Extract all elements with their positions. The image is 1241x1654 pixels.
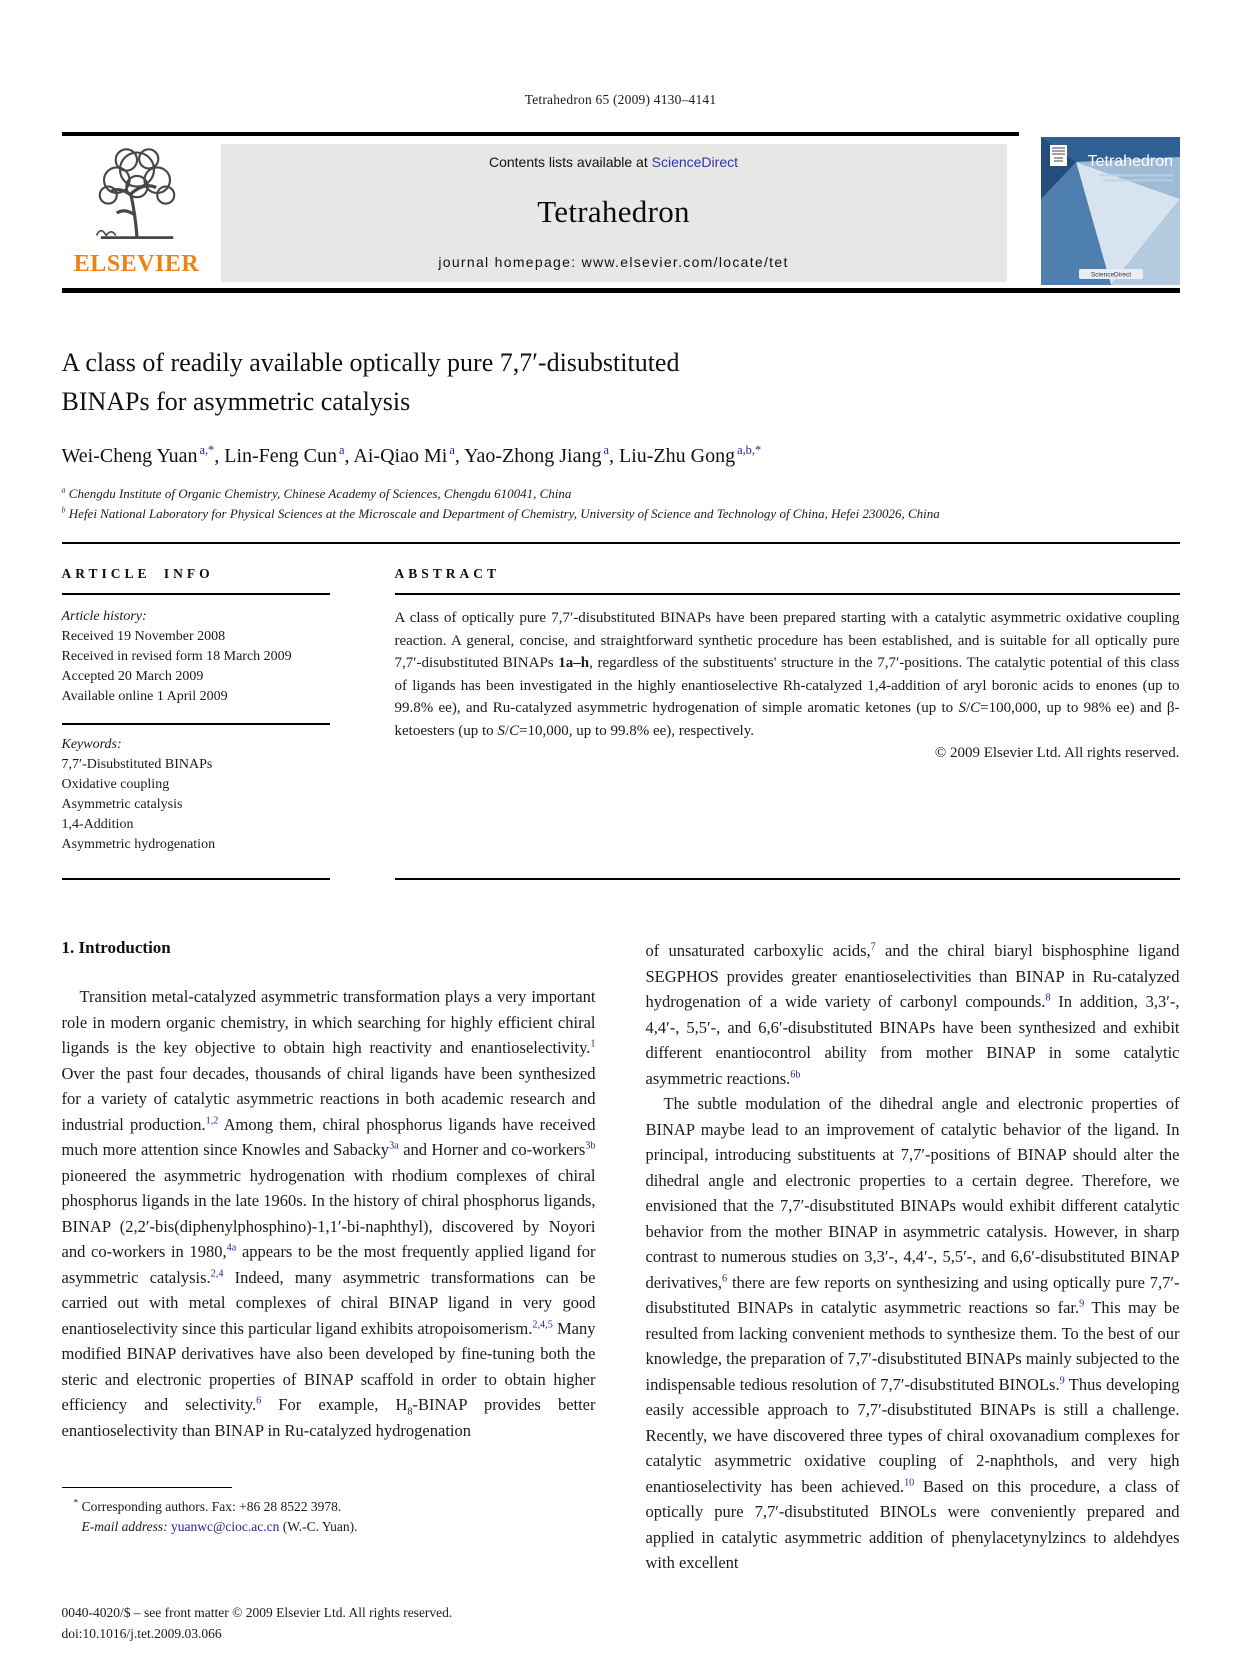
- intro-paragraph: Transition metal-catalyzed asymmetric transformation plays a very important role in modern organic chemistry, in which searching for highly efficient chiral ligands is the key objective to obtain high reactivity and enantioselectivity.$^1$ Over the past four decades, thousands of chiral ligands have been synthesized for a variety of catalytic asymmetric reactions in both academic research and industrial production.$^{1,2}$ Among them, chiral phosphorus ligands have received much more attention since Knowles and Sabacky$^{3a}$ and Horner and co-workers$^{3b}$ pioneered the asymmetric hydrogenation with rhodium complexes of chiral phosphorus ligands in the late 1960s. In the history of chiral phosphorus ligands, BINAP (2,2′-bis(diphenylphosphino)-1,1′-bi-naphthyl), discovered by Noyori and co-workers in 1980,$^{4a}$ appears to be the most frequently applied ligand for asymmetric catalysis.$^{2,4}$ Indeed, many asymmetric transformations can be carried out with metal complexes of chiral BINAP ligand in very good enantioselectivity since this particular ligand exhibits atropoisomerism.$^{2,4,5}$ Many modified BINAP derivatives have also been developed by fine-tuning both the steric and electronic properties of BINAP scaffold in order to obtain higher efficiency and selectivity.$^6$ For example, $H_8$-BINAP provides better enantioselectivity than BINAP in Ru-catalyzed hydrogenation: [61, 987, 596, 1440]
- cover-art: [1041, 137, 1180, 285]
- affiliation-b: $^b$ Hefei National Laboratory for Physical Sciences at the Microscale and Department of Chemistry, University of Science and Technology of China, Hefei 230026, China: [61, 505, 940, 521]
- text-run: S: [497, 722, 505, 739]
- reference-superscript[interactable]: a,b,*: [737, 443, 762, 458]
- keyword-item: 1,4-Addition: [61, 817, 134, 832]
- authors-line: Wei-Cheng Yuan $^{a,*}$, Lin-Feng Cun $^a$, Ai-Qiao Mi $^a$, Yao-Zhong Jiang $^a$, Liu-Zhu Gong $^{a,b,*}$: [61, 443, 762, 467]
- journal-page: [62, 0, 1180, 1644]
- history-item: Accepted 20 March 2009: [61, 669, 204, 684]
- text-run: C: [509, 722, 520, 739]
- reference-superscript[interactable]: 9: [1079, 1298, 1085, 1310]
- keywords-divider-rule: [62, 723, 330, 725]
- elsevier-tree-icon: [78, 144, 196, 244]
- keyword-item: Oxidative coupling: [61, 777, 170, 792]
- article-info-bottom-rule: [62, 878, 330, 880]
- citation-line: Tetrahedron 65 (2009) 4130–4141: [524, 92, 717, 107]
- reference-superscript[interactable]: 10: [904, 1477, 915, 1488]
- text-run: S: [958, 700, 966, 716]
- abstract-bottom-rule: [395, 878, 1180, 880]
- footnote-email: E-mail address: yuanwc@cioc.ac.cn (W.-C. Yuan).: [81, 1519, 358, 1534]
- reference-superscript[interactable]: 1: [590, 1038, 596, 1050]
- footnote-corresponding: * Corresponding authors. Fax: +86 28 8522 3978.: [73, 1498, 342, 1514]
- article-title-line-2: BINAPs for asymmetric catalysis: [61, 387, 411, 416]
- footer-doi-line: doi:10.1016/j.tet.2009.03.066: [61, 1625, 222, 1641]
- contents-prefix: Contents lists available at: [488, 154, 652, 170]
- reference-superscript[interactable]: 3b: [585, 1140, 596, 1152]
- reference-superscript[interactable]: 2,4: [210, 1268, 224, 1279]
- email-link[interactable]: yuanwc@cioc.ac.cn: [171, 1519, 280, 1534]
- keyword-item: 7,7′-Disubstituted BINAPs: [61, 757, 213, 772]
- footnote-block: [62, 1487, 596, 1537]
- text-run: E-mail address:: [81, 1519, 168, 1534]
- reference-superscript[interactable]: 7: [870, 941, 876, 953]
- article-title-line-1: A class of readily available optically pure 7,7′-disubstituted: [61, 348, 680, 377]
- article-info-heading-rule: [62, 593, 330, 595]
- history-item: Available online 1 April 2009: [61, 689, 228, 704]
- abstract-heading: ABSTRACT: [394, 566, 501, 581]
- text-run: *: [73, 1498, 79, 1509]
- reference-superscript[interactable]: a: [61, 485, 66, 495]
- reference-superscript[interactable]: b: [61, 505, 66, 515]
- text-run: 8: [407, 1406, 413, 1418]
- body-column-left: [62, 938, 596, 1576]
- body-paragraph-2: The subtle modulation of the dihedral angle and electronic properties of BINAP maybe lead to an improvement of catalytic behavior of the ligand. In principal, introducing substituents at 7,7′-positions of BINAP should alter the dihedral angle and electronic properties to a certain degree. Therefore, we envisioned that the 7,7′-disubstituted BINAPs would exhibit different catalytic behavior from the mother BINAP in asymmetric catalysis. However, in sharp contrast to numerous studies on 3,3′-, 4,4′-, 5,5′-, and 6,6′-disubstituted BINAP derivatives,$^6$ there are few reports on synthesizing and using optically pure 7,7′-disubstituted BINAPs in catalytic asymmetric reactions so far.$^9$ This may be resulted from lacking convenient methods to synthesize them. To the best of our knowledge, the preparation of 7,7′-disubstituted BINAPs mainly subjected to the indispensable tedious resolution of 7,7′-disubstituted BINOLs.$^9$ Thus developing easily accessible approach to 7,7′-disubstituted BINAPs is still a challenge. Recently, we have discovered three types of chiral oxovanadium complexes for catalytic asymmetric oxidative coupling of 2-naphthols, and very high enantioselectivity has been achieved.$^{10}$ Based on this procedure, a class of optically pure 7,7′-disubstituted BINOLs were conveniently prepared and applied in catalytic asymmetric addition of phenylacetynylzincs to aldehdyes with excellent: [645, 1094, 1180, 1572]
- section-heading-introduction: 1. Introduction: [61, 938, 171, 957]
- elsevier-logo[interactable]: [62, 144, 212, 286]
- text-run: 1a–h: [558, 655, 590, 671]
- keywords-label: Keywords:: [61, 737, 122, 752]
- title-divider-rule: [62, 542, 1180, 544]
- affiliation-a: $^a$ Chengdu Institute of Organic Chemistry, Chinese Academy of Sciences, Chengdu 610041, China: [61, 485, 572, 501]
- cover-title: Tetrahedron: [1087, 153, 1173, 170]
- header-bottom-rule: [62, 288, 1180, 293]
- reference-superscript[interactable]: a: [449, 443, 455, 458]
- reference-superscript[interactable]: 4a: [226, 1242, 237, 1254]
- info-abstract-section: [62, 566, 1180, 880]
- reference-superscript[interactable]: a,*: [199, 443, 215, 458]
- footer-issn-line: 0040-4020/$ – see front matter © 2009 Elsevier Ltd. All rights reserved.: [61, 1604, 453, 1620]
- abstract-heading-rule: [395, 593, 1180, 595]
- reference-superscript[interactable]: 9: [1059, 1375, 1065, 1386]
- abstract-column: [395, 566, 1180, 880]
- journal-cover-thumbnail[interactable]: [1041, 137, 1180, 285]
- abstract-paragraph: A class of optically pure 7,7′-disubstituted BINAPs have been prepared starting with a catalytic asymmetric oxidative coupling reaction. A general, concise, and straightforward synthetic procedure has been established, and is suitable for all optically pure 7,7′-disubstituted BINAPs 1a–h, regardless of the substituents' structure in the 7,7′-positions. The catalytic potential of this class of ligands has been investigated in the highly enantioselective Rh-catalyzed 1,4-addition of aryl boronic acids to enones (up to 99.8% ee), and Ru-catalyzed asymmetric hydrogenation of simple aromatic ketones (up to S/C=100,000, up to 98% ee) and β-ketoesters (up to S/C=10,000, up to 99.8% ee), respectively.: [394, 610, 1180, 739]
- journal-header: [62, 132, 1180, 288]
- body-column-right: [646, 938, 1180, 1576]
- cover-sciencedirect-label: ScienceDirect: [1090, 271, 1131, 279]
- history-item: Received in revised form 18 March 2009: [61, 649, 292, 664]
- contents-line: [489, 154, 738, 170]
- reference-superscript[interactable]: 6: [256, 1395, 262, 1407]
- text-run: C: [970, 700, 981, 716]
- header-gray-panel: [221, 144, 1007, 282]
- sciencedirect-link[interactable]: ScienceDirect: [651, 154, 738, 170]
- footnote-divider-rule: [62, 1487, 232, 1488]
- article-info-column: [62, 566, 330, 880]
- header-top-rule: [62, 132, 1019, 136]
- homepage-link[interactable]: journal homepage: www.elsevier.com/locate/tet: [438, 254, 789, 270]
- article-history-label: Article history:: [61, 609, 147, 624]
- reference-superscript[interactable]: 6: [722, 1273, 728, 1284]
- reference-superscript[interactable]: a: [603, 443, 609, 458]
- reference-superscript[interactable]: 2,4,5: [532, 1319, 553, 1330]
- article-info-heading: ARTICLE INFO: [61, 566, 214, 581]
- keyword-item: Asymmetric hydrogenation: [61, 837, 216, 852]
- journal-title: Tetrahedron: [537, 194, 690, 229]
- body-text-columns: [62, 938, 1180, 1576]
- affiliations: [62, 484, 1180, 524]
- reference-superscript[interactable]: a: [339, 443, 345, 458]
- reference-superscript[interactable]: 6b: [790, 1069, 801, 1080]
- keyword-item: Asymmetric catalysis: [61, 797, 183, 812]
- history-item: Received 19 November 2008: [61, 629, 226, 644]
- body-paragraph-continuation: of unsaturated carboxylic acids,$^7$ and the chiral biaryl bisphosphine ligand SEGPHOS provides greater enantioselectivities than BINAP in Ru-catalyzed hydrogenation of a wide variety of carbonyl compounds.$^8$ In addition, 3,3′-, 4,4′-, 5,5′-, and 6,6′-disubstituted BINAPs have been synthesized and exhibit different enantiocontrol ability from mother BINAP in some catalytic asymmetric reactions.$^{6b}$: [645, 941, 1180, 1088]
- reference-superscript[interactable]: 1,2: [205, 1115, 219, 1126]
- reference-superscript[interactable]: 8: [1045, 992, 1051, 1004]
- article-title: [62, 343, 1180, 421]
- elsevier-wordmark: ELSEVIER: [73, 251, 200, 277]
- reference-superscript[interactable]: 3a: [389, 1140, 399, 1152]
- copyright-line: © 2009 Elsevier Ltd. All rights reserved.: [934, 745, 1180, 761]
- page-footer: [62, 1602, 1180, 1644]
